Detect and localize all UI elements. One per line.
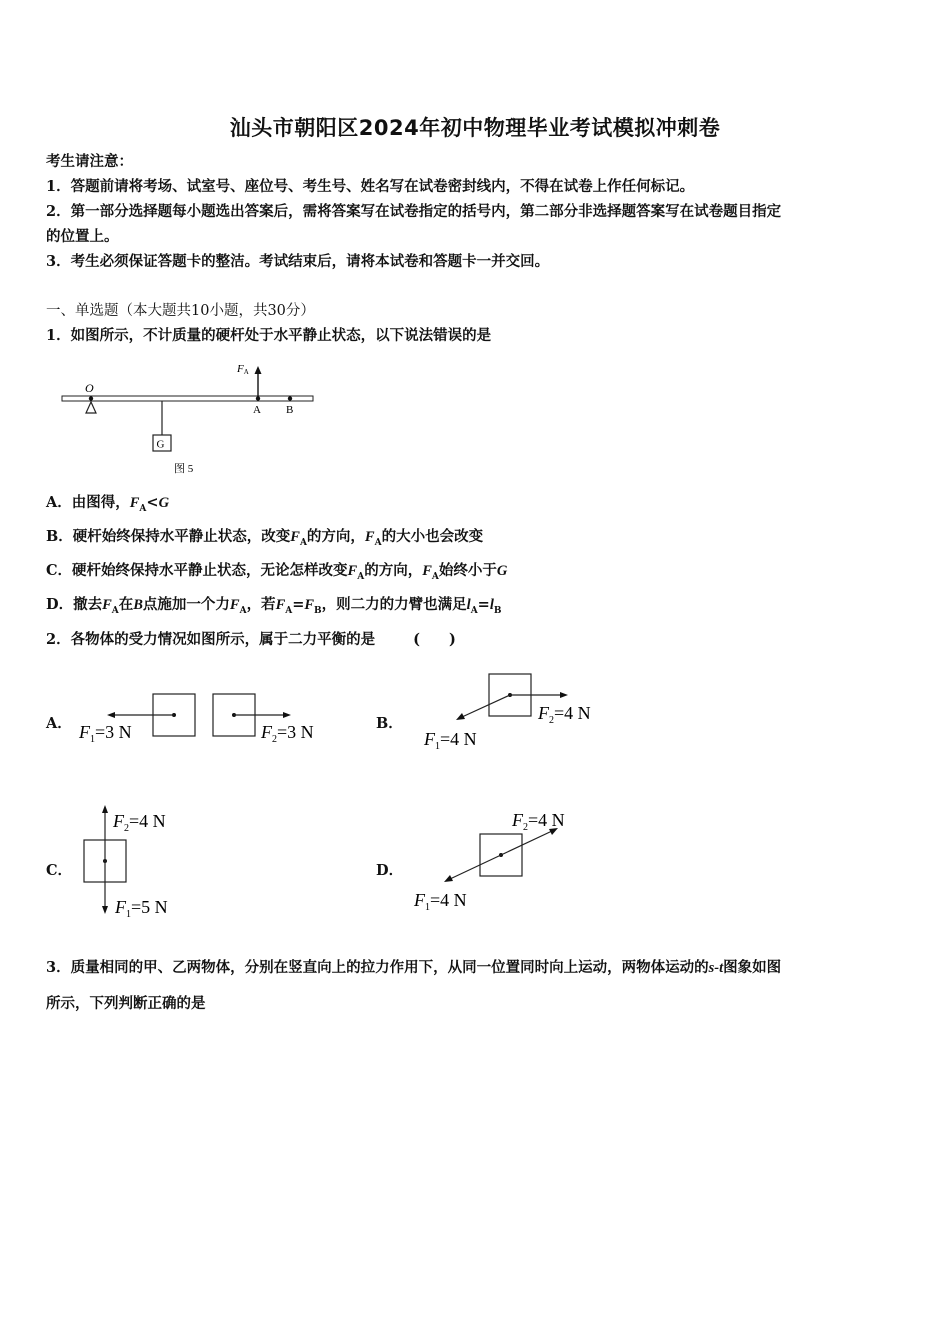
- point-B: [288, 396, 292, 400]
- section-heading: 一、单选题（本大题共10小题，共30分）: [46, 303, 315, 319]
- page-title: 汕头市朝阳区2024年初中物理毕业考试模拟冲刺卷: [229, 116, 721, 140]
- lever-bar: [62, 396, 313, 401]
- q1-option-d[interactable]: D．撤去$F_A$在B点施加一个力$F_A$，若$F_A=F_B$，则二力的力臂也满足$l_A=l_B$: [46, 596, 502, 616]
- q2a-f1-label: $F_1=3$ N: [79, 722, 132, 745]
- q2-option-a-label[interactable]: A．: [46, 715, 72, 732]
- q1-option-c[interactable]: C．硬杆始终保持水平静止状态，无论怎样改变$F_A$的方向，$F_A$始终小于G: [46, 562, 508, 582]
- q2-stem: 2．各物体的受力情况如图所示，属于二力平衡的是 ( ): [46, 631, 456, 648]
- q2-option-c-figure: [75, 798, 235, 923]
- q2-answer-blank: ( ): [413, 631, 456, 648]
- q2c-f2-label: $F_2=4$ N: [113, 811, 166, 834]
- pivot-point: [89, 396, 93, 400]
- notice-item-2: 2．第一部分选择题每小题选出答案后，需将答案写在试卷指定的括号内，第二部分非选择题答案写在试卷题目指定: [46, 203, 782, 220]
- label-B: B: [286, 404, 294, 416]
- q2c-f1-label: $F_1=5$ N: [115, 897, 168, 920]
- q2-option-b-figure: [420, 668, 620, 758]
- point-A: [256, 396, 260, 400]
- q3-stem: 3．质量相同的甲、乙两物体，分别在竖直向上的拉力作用下，从同一位置同时向上运动，两物体运动的s-t图象如图: [46, 959, 782, 976]
- label-G: G: [156, 438, 165, 451]
- notice-item-1: 1．答题前请将考场、试室号、座位号、考生号、姓名写在试卷密封线内，不得在试卷上作任何标记。: [46, 178, 695, 195]
- q2b-f2-label: $F_2=4$ N: [538, 703, 591, 726]
- notice-item-2-cont: 的位置上。: [46, 228, 119, 245]
- fulcrum-icon: [86, 402, 96, 413]
- label-FA: FA: [237, 363, 249, 376]
- q2-option-c-label[interactable]: C．: [46, 862, 73, 879]
- label-O: O: [85, 381, 94, 395]
- q2a-f2-label: $F_2=3$ N: [261, 722, 314, 745]
- q2-option-a-figure: [75, 685, 335, 755]
- notice-heading: 考生请注意：: [46, 153, 133, 170]
- q2-option-d-figure: [410, 805, 610, 915]
- notice-item-3: 3．考生必须保证答题卡的整洁。考试结束后，请将本试卷和答题卡一并交回。: [46, 253, 550, 270]
- lever-figure: [55, 355, 325, 480]
- q2d-f2-label: $F_2=4$ N: [512, 810, 565, 833]
- q1-option-a[interactable]: A．由图得，$F_A<G$: [46, 494, 170, 514]
- q2b-f1-label: $F_1=4$ N: [424, 729, 477, 752]
- figure-caption: 图 5: [174, 463, 194, 475]
- q2d-f1-label: $F_1=4$ N: [414, 890, 467, 913]
- q2-option-d-label[interactable]: D．: [376, 862, 404, 879]
- force-FA-arrow: [255, 366, 262, 374]
- label-A: A: [253, 404, 261, 416]
- q1-option-b[interactable]: B．硬杆始终保持水平静止状态，改变$F_A$的方向，$F_A$的大小也会改变: [46, 528, 484, 548]
- q1-stem: 1．如图所示，不计质量的硬杆处于水平静止状态，以下说法错误的是: [46, 327, 492, 344]
- q3-stem-line2: 所示，下列判断正确的是: [46, 995, 206, 1012]
- q2-option-b-label[interactable]: B．: [376, 715, 403, 732]
